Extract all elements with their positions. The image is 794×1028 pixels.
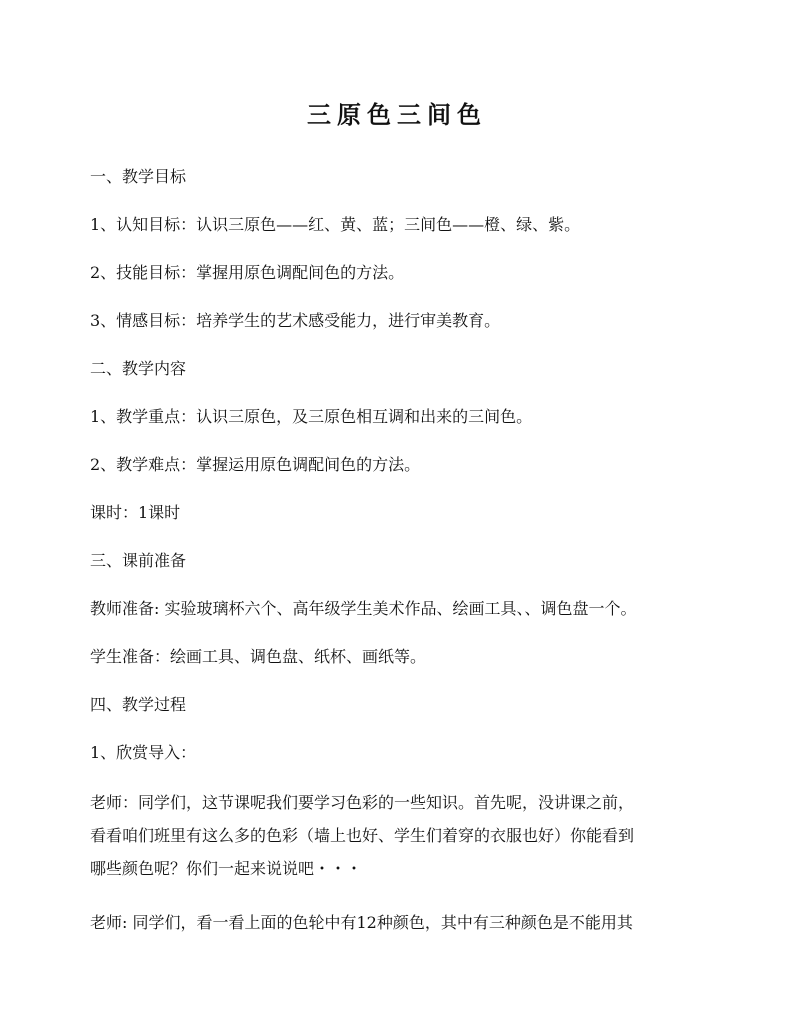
process-step-intro: 1、欣赏导入： — [90, 743, 197, 762]
section-heading-preparation: 三、课前准备 — [90, 551, 187, 570]
teacher-dialogue-paragraph-1 — [90, 786, 715, 885]
content-difficult-point: 2、教学难点：掌握运用原色调配间色的方法。 — [90, 455, 421, 474]
section-heading-objectives: 一、教学目标 — [90, 167, 187, 186]
student-preparation: 学生准备：绘画工具、调色盘、纸杯、画纸等。 — [90, 647, 427, 666]
objective-skill: 2、技能目标：掌握用原色调配间色的方法。 — [90, 263, 405, 282]
class-hours: 课时：1课时 — [90, 503, 181, 522]
content-key-point: 1、教学重点：认识三原色，及三原色相互调和出来的三间色。 — [90, 407, 533, 426]
paragraph-line: 老师：同学们，这节课呢我们要学习色彩的一些知识。首先呢，没讲课之前， — [90, 793, 635, 812]
objective-emotion: 3、情感目标：培养学生的艺术感受能力，进行审美教育。 — [90, 311, 501, 330]
paragraph-line: 老师: 同学们，看一看上面的色轮中有12种颜色，其中有三种颜色是不能用其 — [90, 913, 633, 932]
section-heading-process: 四、教学过程 — [90, 695, 187, 714]
paragraph-line: 哪些颜色呢？你们一起来说说吧・・・ — [90, 859, 363, 878]
page-title: 三原色三间色 — [307, 100, 487, 129]
teacher-preparation: 教师准备: 实验玻璃杯六个、高年级学生美术作品、绘画工具、、调色盘一个。 — [90, 599, 637, 618]
teacher-dialogue-paragraph-2 — [90, 906, 715, 939]
paragraph-line: 看看咱们班里有这么多的色彩（墙上也好、学生们着穿的衣服也好）你能看到 — [90, 826, 635, 845]
section-heading-content: 二、教学内容 — [90, 359, 187, 378]
objective-cognitive: 1、认知目标：认识三原色——红、黄、蓝；三间色——橙、绿、紫。 — [90, 215, 581, 234]
